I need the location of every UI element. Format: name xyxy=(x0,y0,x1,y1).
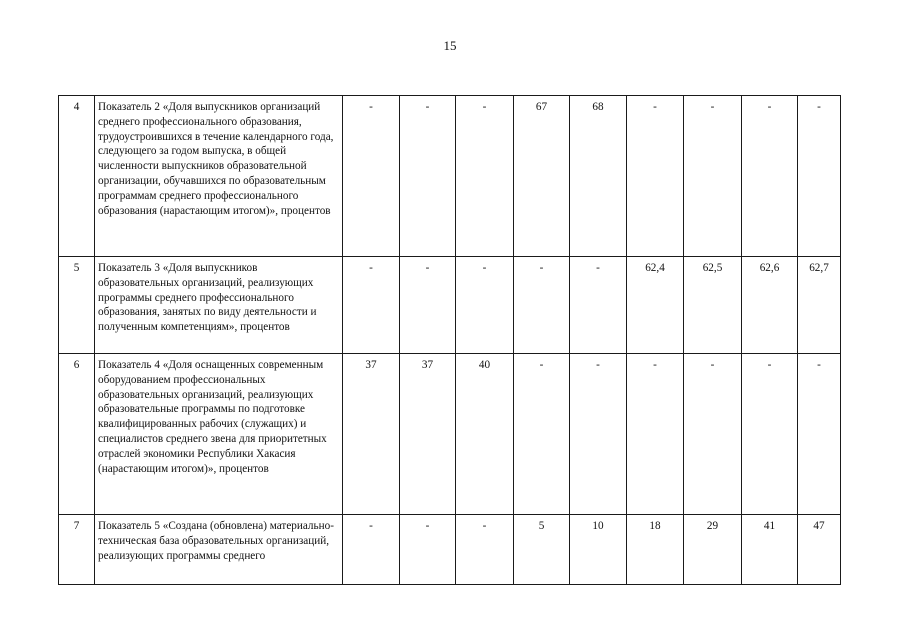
table-row xyxy=(59,96,841,257)
value-cell: 5 xyxy=(514,515,570,585)
indicator-description: Показатель 5 «Создана (обновлена) материально-техническая база образовательных организаций, реализующих программы среднего xyxy=(95,515,343,585)
table-row xyxy=(59,257,841,354)
value-cell: - xyxy=(343,257,400,354)
value-cell: 40 xyxy=(456,354,514,515)
value-cell: - xyxy=(798,354,841,515)
value-cell: 67 xyxy=(514,96,570,257)
row-number: 7 xyxy=(59,515,95,585)
indicators-table xyxy=(58,95,841,585)
value-cell: 62,6 xyxy=(742,257,798,354)
row-number: 4 xyxy=(59,96,95,257)
indicator-description: Показатель 3 «Доля выпускников образовательных организаций, реализующих программы среднего профессионального образования, занятых по виду деятельности и полученным компетенциям», процентов xyxy=(95,257,343,354)
value-cell: - xyxy=(684,96,742,257)
value-cell: 37 xyxy=(343,354,400,515)
value-cell: - xyxy=(400,257,456,354)
value-cell: - xyxy=(400,515,456,585)
value-cell: - xyxy=(627,354,684,515)
value-cell: - xyxy=(798,96,841,257)
value-cell: - xyxy=(742,354,798,515)
value-cell: 68 xyxy=(570,96,627,257)
value-cell: 41 xyxy=(742,515,798,585)
page-number: 15 xyxy=(443,38,457,53)
value-cell: 10 xyxy=(570,515,627,585)
table-row xyxy=(59,354,841,515)
value-cell: - xyxy=(400,96,456,257)
value-cell: - xyxy=(742,96,798,257)
value-cell: - xyxy=(627,96,684,257)
value-cell: - xyxy=(514,257,570,354)
value-cell: - xyxy=(684,354,742,515)
value-cell: - xyxy=(456,96,514,257)
value-cell: - xyxy=(456,257,514,354)
value-cell: - xyxy=(456,515,514,585)
value-cell: - xyxy=(343,96,400,257)
indicator-description: Показатель 4 «Доля оснащенных современным оборудованием профессиональных образовательных организаций, реализующих образовательные программы по подготовке квалифицированных рабочих (служащих) и специалистов среднего звена для приоритетных отраслей экономики Республики Хакасия (нарастающим итогом)», процентов xyxy=(95,354,343,515)
row-number: 5 xyxy=(59,257,95,354)
value-cell: 18 xyxy=(627,515,684,585)
value-cell: 37 xyxy=(400,354,456,515)
value-cell: 62,4 xyxy=(627,257,684,354)
table-row xyxy=(59,515,841,585)
row-number: 6 xyxy=(59,354,95,515)
value-cell: - xyxy=(570,354,627,515)
value-cell: - xyxy=(343,515,400,585)
value-cell: - xyxy=(570,257,627,354)
value-cell: 29 xyxy=(684,515,742,585)
value-cell: - xyxy=(514,354,570,515)
value-cell: 62,5 xyxy=(684,257,742,354)
indicator-description: Показатель 2 «Доля выпускников организаций среднего профессионального образования, трудоустроившихся в течение календарного года, следующего за годом выпуска, в общей численности выпускников образовательной организации, обучавшихся по образовательным программам среднего профессионального образования (нарастающим итогом)», процентов xyxy=(95,96,343,257)
value-cell: 62,7 xyxy=(798,257,841,354)
value-cell: 47 xyxy=(798,515,841,585)
